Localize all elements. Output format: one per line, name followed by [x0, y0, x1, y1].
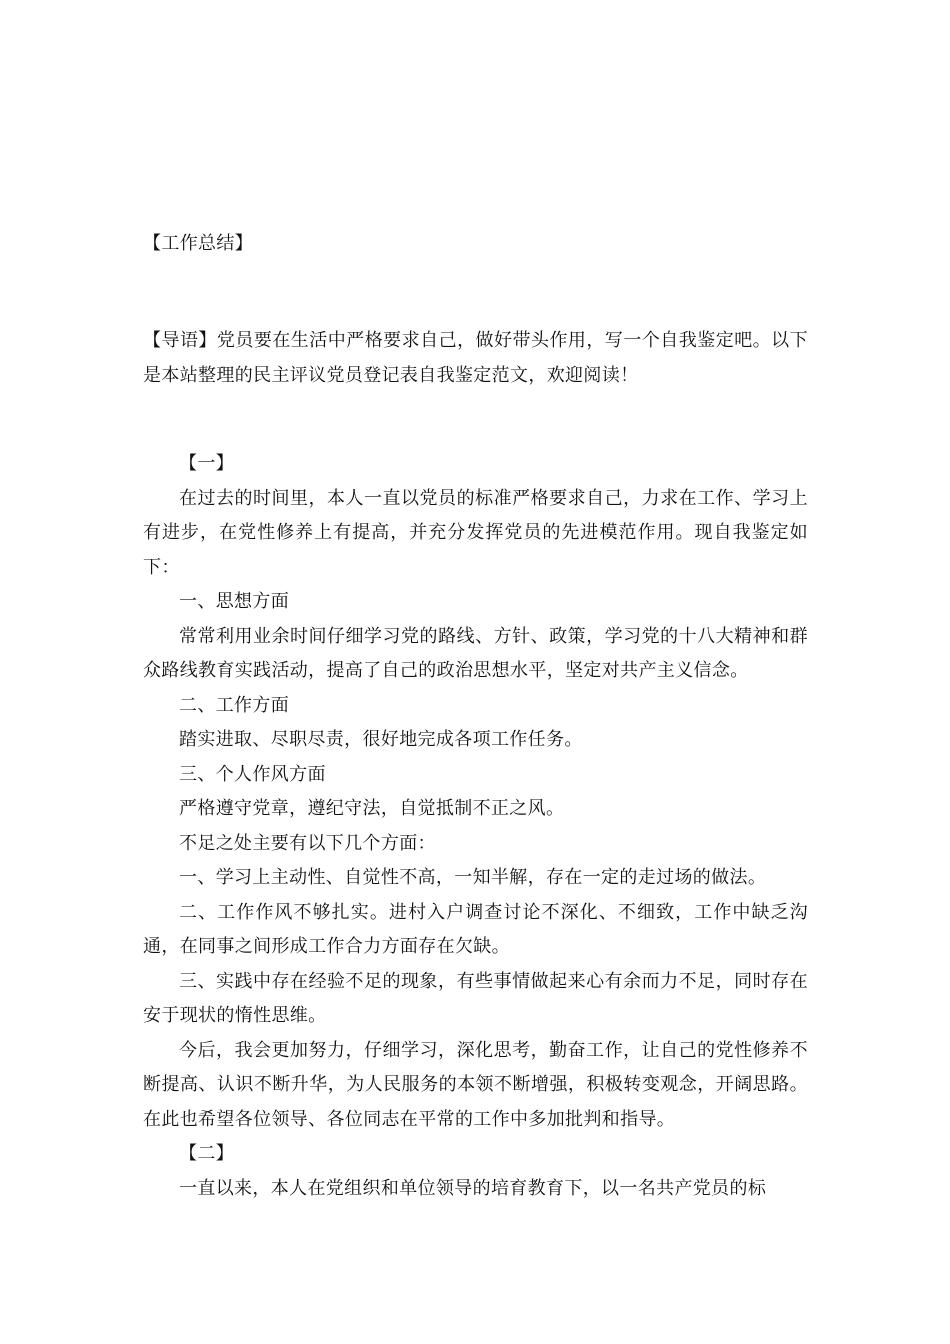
section-marker-1: 【一】: [179, 453, 235, 474]
section-marker-2: 【二】: [179, 1143, 235, 1164]
paragraph: 常常利用业余时间仔细学习党的路线、方针、政策，学习党的十八大精神和群众路线教育实践活动，提高了自己的政治思想水平，坚定对共产主义信念。: [143, 625, 808, 681]
paragraph: 二、工作作风不够扎实。进村入户调查讨论不深化、不细致，工作中缺乏沟通，在同事之间形成工作合力方面存在欠缺。: [143, 901, 808, 957]
subheading-work: 二、工作方面: [179, 694, 290, 716]
paragraph: 一直以来，本人在党组织和单位领导的培育教育下，以一名共产党员的标: [179, 1177, 767, 1199]
category-label: 【工作总结】: [143, 233, 254, 254]
paragraph: 一、学习上主动性、自觉性不高，一知半解，存在一定的走过场的做法。: [179, 867, 767, 888]
paragraph: 今后，我会更加努力，仔细学习，深化思考，勤奋工作，让自己的党性修养不断提高、认识不断升华，为人民服务的本领不断增强，积极转变观念，开阔思路。在此也希望各位领导、各位同志在平常的工作中多加批判和指导。: [143, 1039, 808, 1130]
paragraph: 不足之处主要有以下几个方面：: [179, 832, 436, 854]
document-body: [143, 227, 808, 1206]
paragraph: 三、实践中存在经验不足的现象，有些事情做起来心有余而力不足，同时存在安于现状的惰性思维。: [143, 970, 808, 1026]
subheading-style: 三、个人作风方面: [179, 763, 326, 785]
paragraph: 严格遵守党章，遵纪守法，自觉抵制不正之风。: [179, 798, 565, 819]
paragraph: 在过去的时间里，本人一直以党员的标准严格要求自己，力求在工作、学习上有进步，在党性修养上有提高，并充分发挥党员的先进模范作用。现自我鉴定如下：: [143, 487, 808, 578]
subheading-thought: 一、思想方面: [179, 591, 290, 612]
paragraph: 踏实进取、尽职尽责，很好地完成各项工作任务。: [179, 729, 583, 750]
intro-paragraph: 【导语】党员要在生活中严格要求自己，做好带头作用，写一个自我鉴定吧。以下是本站整理的民主评议党员登记表自我鉴定范文，欢迎阅读！: [143, 330, 808, 386]
